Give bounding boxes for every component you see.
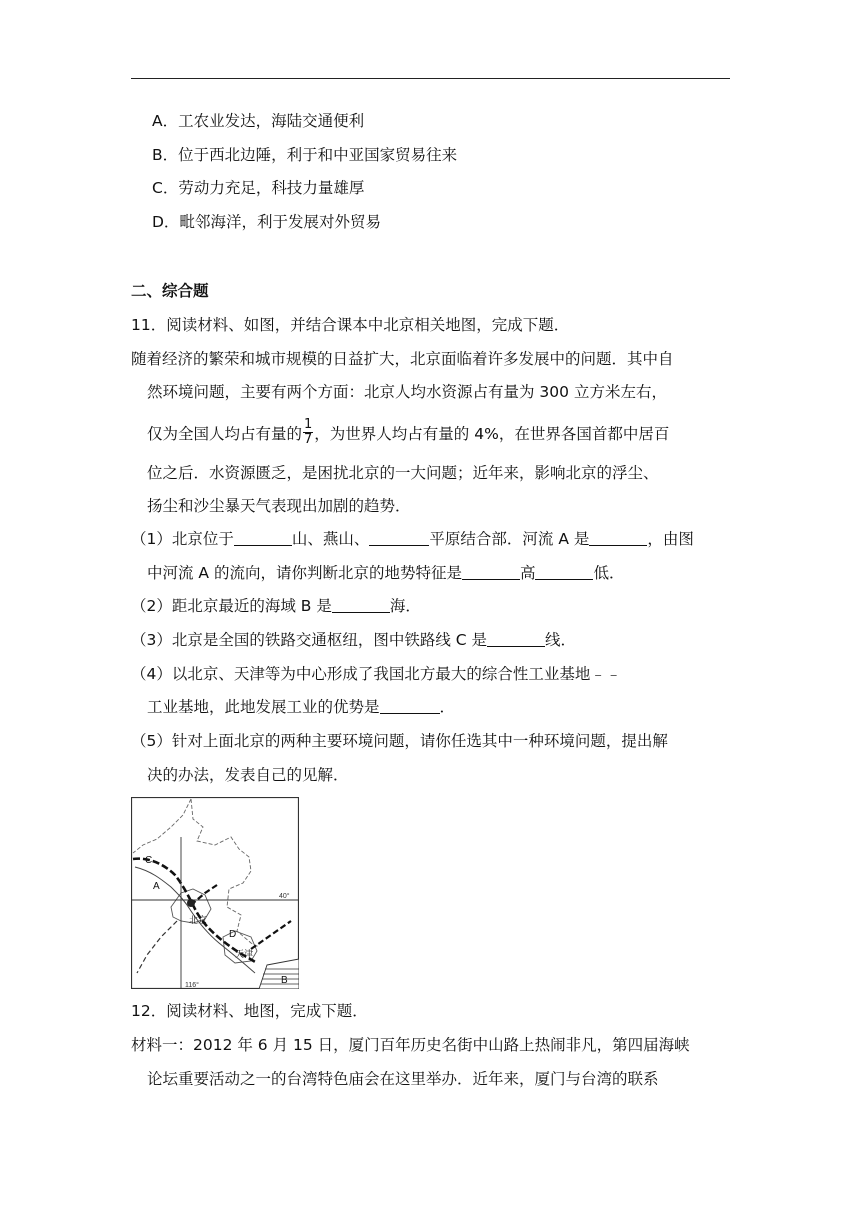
- option-d: D．毗邻海洋，利于发展对外贸易: [152, 213, 381, 231]
- beijing-map-figure: [131, 797, 299, 989]
- header-rule: [131, 78, 730, 79]
- q11-sub1-line2: 中河流 A 的流向，请你判断北京的地势特征是 高 低．: [147, 564, 625, 582]
- q11-sub2: （2）距北京最近的海域 B 是 海．: [131, 597, 421, 615]
- answer-blank[interactable]: [234, 529, 292, 546]
- answer-blank[interactable]: [487, 630, 545, 647]
- answer-blank[interactable]: [462, 563, 520, 580]
- answer-blank[interactable]: [589, 529, 647, 546]
- q12-stem: 12．阅读材料、地图，完成下题．: [131, 1002, 368, 1020]
- fraction-one-seventh: $\frac{1}{7}$: [304, 417, 313, 447]
- label-a: A: [153, 881, 160, 892]
- label-b: B: [281, 975, 288, 986]
- q11-material-line5: 扬尘和沙尘暴天气表现出加剧的趋势．: [147, 497, 411, 515]
- q11-sub4-line2: 工业基地，此地发展工业的优势是 ．: [147, 698, 456, 716]
- label-beijing: 北京: [189, 916, 208, 926]
- label-d: D: [229, 929, 237, 940]
- q11-sub5-line2: 决的办法，发表自己的见解．: [147, 766, 349, 784]
- label-c: C: [145, 855, 153, 866]
- label-tianjin: 天津: [235, 950, 254, 960]
- q11-sub3: （3）北京是全国的铁路交通枢纽，图中铁路线 C 是 线．: [131, 631, 577, 649]
- option-a: A．工农业发达，海陆交通便利: [152, 112, 365, 130]
- option-c: C．劳动力充足，科技力量雄厚: [152, 179, 365, 197]
- q11-material-line2: 然环境问题，主要有两个方面：北京人均水资源占有量为 300 立方米左右，: [147, 383, 667, 401]
- q11-sub5-line1: （5）针对上面北京的两种主要环境问题，请你任选其中一种环境问题，提出解: [131, 732, 668, 750]
- answer-blank[interactable]: [535, 563, 593, 580]
- label-longitude: 116°: [185, 982, 199, 989]
- answer-blank[interactable]: [369, 529, 429, 546]
- map-frame: [132, 798, 299, 989]
- option-b: B．位于西北边陲，利于和中亚国家贸易往来: [152, 146, 458, 164]
- q11-sub4-line1: （4）以北京、天津等为中心形成了我国北方最大的综合性工业基地﹣﹣: [131, 665, 622, 683]
- q11-material-line4: 位之后．水资源匮乏，是困扰北京的一大问题；近年来，影响北京的浮尘、: [147, 464, 659, 482]
- q11-stem: 11．阅读材料、如图，并结合课本中北京相关地图，完成下题．: [131, 316, 570, 334]
- answer-blank[interactable]: [332, 596, 390, 613]
- label-latitude: 40°: [279, 893, 290, 900]
- beijing-marker: [187, 899, 195, 907]
- q12-material-line1: 材料一：2012 年 6 月 15 日，厦门百年历史名街中山路上热闹非凡，第四届海峡: [131, 1036, 690, 1054]
- q11-sub1-line1: （1）北京位于 山、燕山、 平原结合部．河流 A 是 ，由图: [131, 530, 694, 548]
- answer-blank[interactable]: [380, 697, 440, 714]
- section-title: 二、综合题: [131, 282, 209, 300]
- q12-material-line2: 论坛重要活动之一的台湾特色庙会在这里举办．近年来，厦门与台湾的联系: [147, 1070, 659, 1088]
- q11-material-line3: 仅为全国人均占有量的 $\frac{1}{7}$ ，为世界人均占有量的 4%，在世界各国首都中居百: [147, 417, 670, 447]
- q11-material-line1: 随着经济的繁荣和城市规模的日益扩大，北京面临着许多发展中的问题．其中自: [131, 350, 674, 368]
